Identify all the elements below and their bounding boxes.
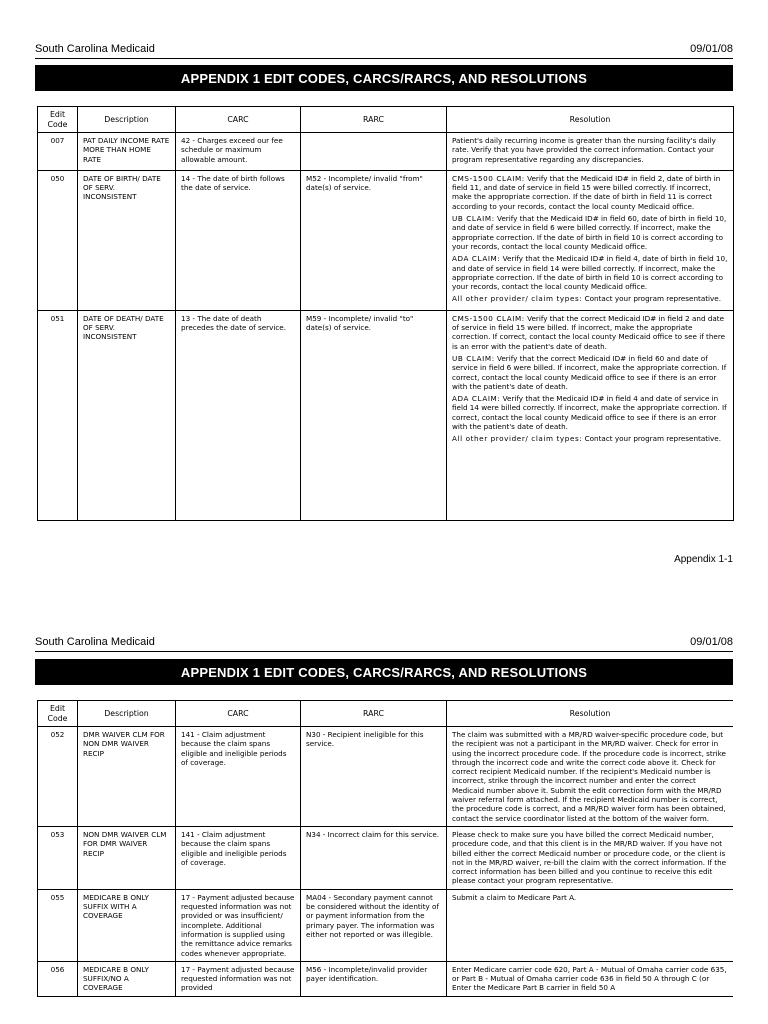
- page-2: [35, 630, 733, 1024]
- col-resolution: Resolution: [447, 701, 734, 727]
- carc: 13 - The date of death precedes the date of service.: [176, 310, 301, 520]
- description: MEDICARE B ONLY SUFFIX WITH A COVERAGE: [78, 889, 176, 961]
- col-carc: CARC: [176, 107, 301, 133]
- edit-code: 056: [38, 961, 78, 996]
- description: DATE OF BIRTH/ DATE OF SERV. INCONSISTENT: [78, 170, 176, 310]
- edit-code: 051: [38, 310, 78, 520]
- resolution: [447, 727, 734, 827]
- description: DMR WAIVER CLM FOR NON DMR WAIVER RECIP: [78, 727, 176, 827]
- running-header: [35, 43, 733, 59]
- resolution-text: Please check to make sure you have billed the correct Medicaid number, procedure code, and that this client is in the MR/RD waiver. If you have not billed either the correct Medicaid number or procedure code, or the client is not in the MR/RD waiver, re-bill the claim with the correct information. If the correct information has been billed and you continue to receive this edit please contact your program representative.: [452, 829, 727, 886]
- edit-code: 053: [38, 826, 78, 889]
- resolution: [447, 961, 734, 996]
- rarc: M59 - Incomplete/ invalid "to" date(s) of service.: [301, 310, 447, 520]
- rarc: N34 - Incorrect claim for this service.: [301, 826, 447, 889]
- appendix-title: APPENDIX 1 EDIT CODES, CARCS/RARCS, AND RESOLUTIONS: [35, 65, 733, 91]
- col-edit-code: Edit Code: [38, 107, 78, 133]
- header-date: 09/01/08: [690, 43, 733, 55]
- table-row: [38, 310, 734, 520]
- resolution-text: Verify that the correct Medicaid ID# in field 2 and date of service in field 15 were billed. If incorrect, make the appropriate correction. If correct, contact the local county Medicaid office to see if there is an error with the patient's date of death.: [452, 313, 726, 351]
- table-row: [38, 889, 734, 961]
- resolution: [447, 826, 734, 889]
- resolution-text: Verify that the Medicaid ID# in field 60, date of birth in field 10, and date of service in field 6 were billed correctly. If incorrect, make the appropriate correction. If the date of birth in field 10 is correct according to your records, contact the local county Medicaid office.: [452, 214, 727, 251]
- edit-code: 052: [38, 727, 78, 827]
- col-edit-code: Edit Code: [38, 701, 78, 727]
- col-description: Description: [78, 701, 176, 727]
- claim-type-label: UB CLAIM:: [452, 214, 495, 224]
- page-footer: Appendix 1-1: [674, 554, 733, 565]
- edit-codes-table: [37, 700, 733, 997]
- table-header-row: [38, 701, 734, 727]
- carc: 141 - Claim adjustment because the claim spans eligible and ineligible periods of coverage.: [176, 727, 301, 827]
- rarc: MA04 - Secondary payment cannot be considered without the identity of or payment information from the primary payer. The information was either not reported or was illegible.: [301, 889, 447, 961]
- claim-type-label: ADA CLAIM:: [452, 394, 501, 404]
- col-resolution: Resolution: [447, 107, 734, 133]
- page-1: [35, 0, 733, 580]
- col-description: Description: [78, 107, 176, 133]
- resolution-text: Verify that the correct Medicaid ID# in field 60 and date of service in field 6 were billed. If incorrect, make the appropriate correction. If correct, contact the local county Medicaid office to see if there is an error with the patient's date of death.: [452, 353, 727, 391]
- claim-type-label: All other provider/ claim types:: [452, 294, 583, 304]
- header-rule: [35, 651, 733, 652]
- edit-code: 055: [38, 889, 78, 961]
- carc: 14 - The date of birth follows the date of service.: [176, 170, 301, 310]
- edit-code: 007: [38, 133, 78, 171]
- table-header-row: [38, 107, 734, 133]
- col-rarc: RARC: [301, 701, 447, 727]
- description: PAT DAILY INCOME RATE MORE THAN HOME RATE: [78, 133, 176, 171]
- running-header: [35, 636, 733, 652]
- resolution-text: Contact your program representative.: [582, 434, 722, 444]
- rarc: M56 - Incomplete/invalid provider payer identification.: [301, 961, 447, 996]
- description: DATE OF DEATH/ DATE OF SERV. INCONSISTENT: [78, 310, 176, 520]
- resolution: [447, 889, 734, 961]
- table-row: [38, 133, 734, 171]
- header-rule: [35, 58, 733, 59]
- carc: 141 - Claim adjustment because the claim spans eligible and ineligible periods of coverage.: [176, 826, 301, 889]
- appendix-title: APPENDIX 1 EDIT CODES, CARCS/RARCS, AND RESOLUTIONS: [35, 659, 733, 685]
- resolution-text: Submit a claim to Medicare Part A.: [452, 892, 577, 902]
- col-rarc: RARC: [301, 107, 447, 133]
- table-row: [38, 170, 734, 310]
- header-left: South Carolina Medicaid: [35, 636, 155, 648]
- resolution-text: The claim was submitted with a MR/RD waiver-specific procedure code, but the recipient was not a participant in the MR/RD waiver. Check for error in using the incorrect procedure code. If the procedure code is incorrect, strike through the incorrect code and write the correct code above it. Check for correct recipient Medicaid number. If the recipient's Medicaid number is incorrect, strike through the incorrect number and enter the correct Medicaid number above it. Submit the edit correction form with the MR/RD waiver referral form attached. If the recipient Medicaid number is correct, the procedure code is correct, and a MR/RD waiver form has been obtained, contact the service coordinator listed at the bottom of the waiver form.: [452, 730, 726, 823]
- claim-type-label: UB CLAIM:: [452, 353, 495, 363]
- resolution-text: Contact your program representative.: [582, 294, 722, 304]
- table-row: [38, 961, 734, 996]
- resolution: [447, 310, 734, 520]
- carc: 17 - Payment adjusted because requested information was not provided or was insufficient/ incomplete. Additional information is supplied using the remittance advice remarks codes whenever appropriate.: [176, 889, 301, 961]
- resolution-text: Verify that the Medicaid ID# in field 2, date of birth in field 11, and date of service in field 15 were billed correctly. If incorrect, make the appropriate correction. If the date of birth in field 11 is correct according to your records, contact the local county Medicaid office.: [452, 173, 721, 211]
- claim-type-label: ADA CLAIM:: [452, 254, 501, 264]
- table-row: [38, 826, 734, 889]
- header-left: South Carolina Medicaid: [35, 43, 155, 55]
- table-row: [38, 727, 734, 827]
- header-date: 09/01/08: [690, 636, 733, 648]
- col-carc: CARC: [176, 701, 301, 727]
- carc: 17 - Payment adjusted because requested information was not provided: [176, 961, 301, 996]
- rarc: N30 - Recipient ineligible for this service.: [301, 727, 447, 827]
- resolution: [447, 170, 734, 310]
- resolution-text: Patient's daily recurring income is greater than the nursing facility's daily rate. Verify that you have provided the correct information. Contact your program representative regarding any discrepancies.: [452, 136, 716, 164]
- carc: 42 - Charges exceed our fee schedule or maximum allowable amount.: [176, 133, 301, 171]
- resolution-text: Enter Medicare carrier code 620, Part A - Mutual of Omaha carrier code 635, or Part B - Mutual of Omaha carrier code 636 in field 50 A through C (or Enter the Medicare Part B carrier in field 50 A: [452, 964, 727, 993]
- description: MEDICARE B ONLY SUFFIX/NO A COVERAGE: [78, 961, 176, 996]
- description: NON DMR WAIVER CLM FOR DMR WAIVER RECIP: [78, 826, 176, 889]
- claim-type-label: CMS-1500 CLAIM:: [452, 173, 525, 183]
- rarc: M52 - Incomplete/ invalid "from" date(s) of service.: [301, 170, 447, 310]
- claim-type-label: All other provider/ claim types:: [452, 434, 583, 444]
- resolution-text: Verify that the Medicaid ID# in field 4, date of birth in field 10, and date of service in field 14 were billed correctly. If incorrect, make the appropriate correction. If the date of birth in field 10 is correct according to your records, contact the local county Medicaid office.: [452, 254, 728, 292]
- claim-type-label: CMS-1500 CLAIM:: [452, 313, 525, 323]
- edit-codes-table: [37, 106, 734, 521]
- edit-code: 050: [38, 170, 78, 310]
- rarc: [301, 133, 447, 171]
- resolution-text: Verify that the Medicaid ID# in field 4 and date of service in field 14 were billed correctly. If incorrect, make the appropriate correction. If correct, contact the local county Medicaid office to see if there is an error with the patient's date of death.: [452, 394, 727, 432]
- resolution: [447, 133, 734, 171]
